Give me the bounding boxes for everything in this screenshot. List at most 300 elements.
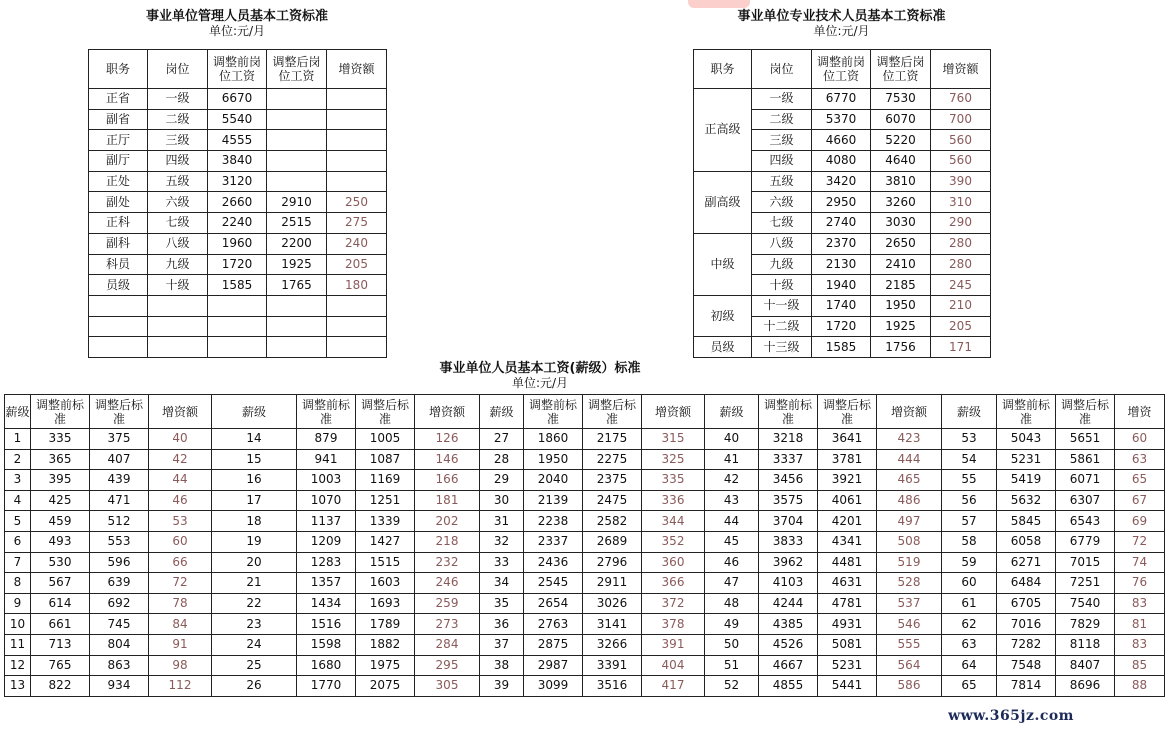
table-cell: 4667 [759,655,818,676]
table-cell: 29 [480,470,524,491]
increase-cell: 555 [877,634,942,655]
table-cell: 七级 [752,213,812,234]
table-cell: 12 [5,655,31,676]
table-row [5,593,1165,614]
header-row [5,395,1165,429]
table-cell [148,316,208,337]
increase-cell: 315 [642,429,705,450]
table-cell: 493 [31,531,90,552]
increase-cell: 72 [1115,531,1165,552]
table-cell: 1585 [208,275,267,296]
table-cell: 7530 [871,89,931,110]
increase-cell: 232 [415,552,480,573]
table-cell: 23 [212,614,297,635]
table-cell: 639 [90,573,149,594]
table-row [5,634,1165,655]
table-cell: 十二级 [752,316,812,337]
table-cell: 6543 [1056,511,1115,532]
table-cell: 3141 [583,614,642,635]
table-cell: 3810 [871,171,931,192]
column-header: 调整后标准 [90,395,149,429]
table-cell: 38 [480,655,524,676]
table-cell: 1603 [356,573,415,594]
pink-highlight-mark [688,0,750,8]
table-row [5,552,1165,573]
rank-group-label: 中级 [694,233,752,295]
header-row [89,50,387,89]
table-cell: 1925 [267,254,327,275]
table-cell: 8696 [1056,676,1115,697]
table-cell: 49 [705,614,759,635]
column-header: 调整前岗位工资 [812,50,871,89]
table-cell: 745 [90,614,149,635]
table-cell: 4931 [818,614,877,635]
increase-cell: 40 [149,429,212,450]
increase-cell: 560 [931,151,991,172]
table-cell: 5220 [871,130,931,151]
table-cell: 2375 [583,470,642,491]
table-cell: 41 [705,449,759,470]
increase-cell [327,109,387,130]
table-cell: 4244 [759,593,818,614]
table-cell: 1860 [524,429,583,450]
table-cell: 7829 [1056,614,1115,635]
increase-cell: 218 [415,531,480,552]
table-cell: 四级 [148,151,208,172]
table-cell: 50 [705,634,759,655]
table-row [5,470,1165,491]
table-cell: 4481 [818,552,877,573]
increase-cell: 205 [327,254,387,275]
table-cell: 5 [5,511,31,532]
table-cell: 425 [31,490,90,511]
increase-cell: 171 [931,337,991,358]
table-cell: 3704 [759,511,818,532]
table-cell: 61 [942,593,997,614]
increase-cell: 180 [327,275,387,296]
table-cell: 28 [480,449,524,470]
table-cell [89,316,148,337]
table-cell: 五级 [752,171,812,192]
table-cell: 63 [942,634,997,655]
table-cell: 副省 [89,109,148,130]
table-cell: 1720 [208,254,267,275]
table-cell: 46 [705,552,759,573]
table-cell: 2 [5,449,31,470]
table-cell: 879 [297,429,356,450]
increase-cell [327,295,387,316]
increase-cell [327,337,387,358]
table-cell: 正处 [89,171,148,192]
table-cell: 47 [705,573,759,594]
column-header: 薪级 [480,395,524,429]
table-cell: 395 [31,470,90,491]
table-row [5,676,1165,697]
table-cell: 335 [31,429,90,450]
table-cell: 4640 [871,151,931,172]
table-cell: 1283 [297,552,356,573]
increase-cell: 84 [149,614,212,635]
mgmt-table-unit: 单位:元/月 [208,24,266,38]
table-cell: 32 [480,531,524,552]
table-cell [267,295,327,316]
table-cell: 二级 [752,109,812,130]
table-cell: 661 [31,614,90,635]
increase-cell: 352 [642,531,705,552]
table-row [694,337,991,358]
increase-cell: 336 [642,490,705,511]
table-row [5,655,1165,676]
table-cell: 553 [90,531,149,552]
table-row [89,192,387,213]
table-cell: 2515 [267,213,327,234]
table-row [89,130,387,151]
column-header: 薪级 [5,395,31,429]
column-header: 调整后标准 [1056,395,1115,429]
increase-cell: 60 [1115,429,1165,450]
table-cell: 15 [212,449,297,470]
table-cell: 1515 [356,552,415,573]
table-cell: 3391 [583,655,642,676]
table-cell: 37 [480,634,524,655]
table-row [89,151,387,172]
table-cell: 3120 [208,171,267,192]
increase-cell: 275 [327,213,387,234]
table-cell: 1003 [297,470,356,491]
table-cell: 54 [942,449,997,470]
table-cell: 822 [31,676,90,697]
increase-cell: 246 [415,573,480,594]
increase-cell: 310 [931,192,991,213]
table-cell: 45 [705,531,759,552]
table-cell: 4341 [818,531,877,552]
table-cell: 25 [212,655,297,676]
increase-cell: 202 [415,511,480,532]
table-cell: 56 [942,490,997,511]
table-cell: 2175 [583,429,642,450]
table-row [694,233,991,254]
table-cell: 2337 [524,531,583,552]
table-cell: 33 [480,552,524,573]
table-cell: 2436 [524,552,583,573]
increase-cell: 85 [1115,655,1165,676]
table-cell: 副科 [89,233,148,254]
table-cell: 11 [5,634,31,655]
column-header: 增资额 [149,395,212,429]
increase-cell: 760 [931,89,991,110]
table-cell: 2763 [524,614,583,635]
table-cell: 2911 [583,573,642,594]
increase-cell: 78 [149,593,212,614]
table-cell: 3030 [871,213,931,234]
table-cell: 58 [942,531,997,552]
table-cell [89,337,148,358]
table-cell: 4080 [812,151,871,172]
column-header: 调整前标准 [997,395,1056,429]
increase-cell: 284 [415,634,480,655]
table-cell: 十级 [752,275,812,296]
column-header: 调整前岗位工资 [208,50,267,89]
increase-cell: 65 [1115,470,1165,491]
table-cell: 44 [705,511,759,532]
table-cell: 4 [5,490,31,511]
table-cell: 692 [90,593,149,614]
table-cell: 2275 [583,449,642,470]
table-cell: 471 [90,490,149,511]
table-cell: 941 [297,449,356,470]
increase-cell [327,89,387,110]
table-cell: 713 [31,634,90,655]
table-cell: 1765 [267,275,327,296]
table-cell: 1427 [356,531,415,552]
table-cell: 1770 [297,676,356,697]
increase-cell: 98 [149,655,212,676]
table-cell: 正厅 [89,130,148,151]
table-cell: 1950 [871,295,931,316]
column-header: 增资 [1115,395,1165,429]
increase-cell: 259 [415,593,480,614]
table-cell [208,337,267,358]
table-cell: 1960 [208,233,267,254]
increase-cell: 81 [1115,614,1165,635]
increase-cell: 295 [415,655,480,676]
table-cell: 3575 [759,490,818,511]
table-cell: 407 [90,449,149,470]
increase-cell: 404 [642,655,705,676]
column-header: 调整后标准 [356,395,415,429]
table-cell: 1434 [297,593,356,614]
increase-cell: 335 [642,470,705,491]
column-header: 薪级 [705,395,759,429]
increase-cell: 112 [149,676,212,697]
table-cell [148,337,208,358]
table-cell [267,130,327,151]
increase-cell: 181 [415,490,480,511]
table-cell: 八级 [148,233,208,254]
table-cell: 459 [31,511,90,532]
table-cell: 4061 [818,490,877,511]
table-cell: 2950 [812,192,871,213]
increase-cell: 537 [877,593,942,614]
table-cell: 3921 [818,470,877,491]
table-cell: 365 [31,449,90,470]
tech-table-title: 事业单位专业技术人员基本工资标准 [737,9,946,24]
table-cell: 567 [31,573,90,594]
table-cell: 1693 [356,593,415,614]
rank-group-label: 员级 [694,337,752,358]
column-header: 调整后标准 [818,395,877,429]
table-cell: 10 [5,614,31,635]
column-header: 岗位 [148,50,208,89]
table-row [89,89,387,110]
table-cell: 19 [212,531,297,552]
increase-cell: 44 [149,470,212,491]
increase-cell: 560 [931,130,991,151]
increase-cell: 305 [415,676,480,697]
table-cell: 3781 [818,449,877,470]
table-cell: 2185 [871,275,931,296]
table-cell: 2370 [812,233,871,254]
table-cell: 九级 [148,254,208,275]
table-cell: 5861 [1056,449,1115,470]
table-cell: 614 [31,593,90,614]
column-header: 增资额 [327,50,387,89]
table-cell: 16 [212,470,297,491]
table-cell: 863 [90,655,149,676]
table-cell: 2545 [524,573,583,594]
table-cell: 1950 [524,449,583,470]
column-header: 调整后岗位工资 [871,50,931,89]
table-cell: 3099 [524,676,583,697]
table-cell: 3420 [812,171,871,192]
column-header: 调整前标准 [759,395,818,429]
table-cell: 2040 [524,470,583,491]
table-cell: 1940 [812,275,871,296]
table-cell: 六级 [148,192,208,213]
table-cell: 5231 [997,449,1056,470]
table-cell: 8 [5,573,31,594]
table-cell: 51 [705,655,759,676]
table-cell: 39 [480,676,524,697]
table-cell: 5043 [997,429,1056,450]
increase-cell: 76 [1115,573,1165,594]
increase-cell: 273 [415,614,480,635]
table-cell: 2075 [356,676,415,697]
increase-cell: 72 [149,573,212,594]
tech-table-unit: 单位:元/月 [813,24,870,38]
table-cell: 6058 [997,531,1056,552]
table-row [694,171,991,192]
table-cell: 科员 [89,254,148,275]
increase-cell: 378 [642,614,705,635]
table-cell: 765 [31,655,90,676]
table-cell: 1585 [812,337,871,358]
header-row [694,50,991,89]
table-cell: 1005 [356,429,415,450]
table-cell: 7814 [997,676,1056,697]
table-cell: 正省 [89,89,148,110]
table-cell: 2130 [812,254,871,275]
table-cell: 7251 [1056,573,1115,594]
table-cell: 1251 [356,490,415,511]
table-cell: 1925 [871,316,931,337]
table-cell: 5651 [1056,429,1115,450]
table-cell: 八级 [752,233,812,254]
table-cell: 42 [705,470,759,491]
table-row [5,573,1165,594]
increase-cell: 146 [415,449,480,470]
table-cell: 员级 [89,275,148,296]
table-cell: 14 [212,429,297,450]
table-cell: 4855 [759,676,818,697]
increase-cell [327,151,387,172]
table-cell: 530 [31,552,90,573]
table-cell: 十一级 [752,295,812,316]
table-cell: 2475 [583,490,642,511]
increase-cell: 126 [415,429,480,450]
table-cell: 1357 [297,573,356,594]
increase-cell: 390 [931,171,991,192]
increase-cell: 564 [877,655,942,676]
table-cell: 1087 [356,449,415,470]
table-cell: 18 [212,511,297,532]
increase-cell: 210 [931,295,991,316]
table-cell: 2582 [583,511,642,532]
table-cell: 4526 [759,634,818,655]
table-cell: 1070 [297,490,356,511]
table-cell: 三级 [752,130,812,151]
table-cell: 二级 [148,109,208,130]
increase-cell: 290 [931,213,991,234]
increase-cell: 528 [877,573,942,594]
increase-cell [327,316,387,337]
increase-cell: 280 [931,254,991,275]
table-cell: 4660 [812,130,871,151]
table-cell: 6271 [997,552,1056,573]
column-header: 薪级 [212,395,297,429]
table-cell [148,295,208,316]
table-cell: 9 [5,593,31,614]
table-cell: 3337 [759,449,818,470]
table-cell: 4103 [759,573,818,594]
table-cell: 5370 [812,109,871,130]
table-row [694,89,991,110]
rank-group-label: 正高级 [694,89,752,172]
table-cell: 6307 [1056,490,1115,511]
table-cell: 四级 [752,151,812,172]
table-row [89,233,387,254]
increase-cell: 423 [877,429,942,450]
table-cell: 1756 [871,337,931,358]
table-cell [208,316,267,337]
table-cell: 375 [90,429,149,450]
increase-cell: 360 [642,552,705,573]
table-cell: 2987 [524,655,583,676]
table-row [89,275,387,296]
table-cell: 26 [212,676,297,697]
table-cell [267,89,327,110]
table-cell: 2875 [524,634,583,655]
increase-cell: 67 [1115,490,1165,511]
table-cell: 1598 [297,634,356,655]
table-cell: 7540 [1056,593,1115,614]
table-cell: 3833 [759,531,818,552]
table-cell: 7282 [997,634,1056,655]
table-cell: 1882 [356,634,415,655]
table-cell: 2910 [267,192,327,213]
table-cell: 20 [212,552,297,573]
table-cell: 一级 [752,89,812,110]
table-cell: 6484 [997,573,1056,594]
table-cell: 2139 [524,490,583,511]
table-cell: 3026 [583,593,642,614]
table-cell: 正科 [89,213,148,234]
table-cell: 十三级 [752,337,812,358]
table-cell: 55 [942,470,997,491]
rank-group-label: 副高级 [694,171,752,233]
table-cell: 7548 [997,655,1056,676]
table-cell: 五级 [148,171,208,192]
table-cell [267,316,327,337]
table-cell: 2650 [871,233,931,254]
table-cell: 三级 [148,130,208,151]
table-cell: 3962 [759,552,818,573]
table-cell: 一级 [148,89,208,110]
column-header: 增资额 [931,50,991,89]
increase-cell: 83 [1115,593,1165,614]
table-cell: 8118 [1056,634,1115,655]
column-header: 岗位 [752,50,812,89]
